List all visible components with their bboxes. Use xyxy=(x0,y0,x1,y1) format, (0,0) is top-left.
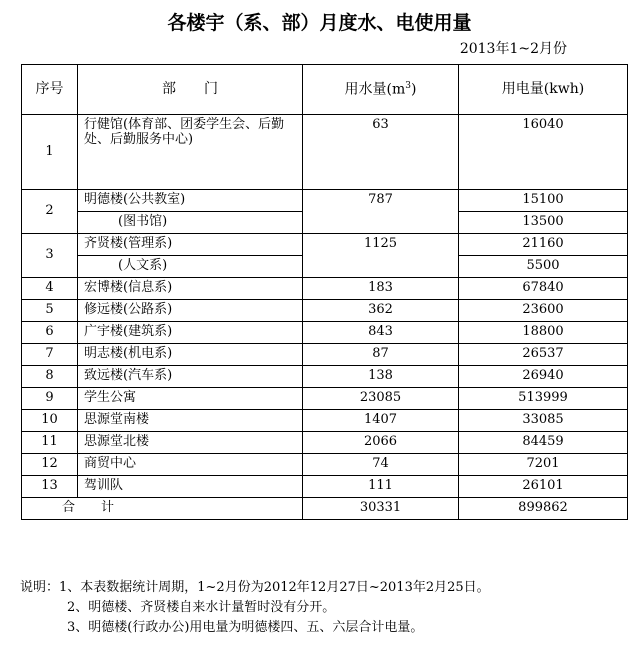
note-line: 3、明德楼(行政办公)用电量为明德楼四、五、六层合计电量。 xyxy=(67,620,424,635)
cell-water: 23085 xyxy=(303,388,459,410)
cell-elec: 84459 xyxy=(459,432,628,454)
cell-water: 138 xyxy=(303,366,459,388)
table-row xyxy=(22,322,628,344)
cell-water: 362 xyxy=(303,300,459,322)
cell-seq: 13 xyxy=(22,476,78,498)
cell-dept: 齐贤楼(管理系) xyxy=(78,234,303,256)
table-row xyxy=(22,476,628,498)
total-water: 30331 xyxy=(303,498,459,520)
cell-dept-sub: (人文系) xyxy=(78,256,303,278)
usage-table xyxy=(21,64,628,520)
table-row xyxy=(22,454,628,476)
page-title: 各楼宇（系、部）月度水、电使用量 xyxy=(167,12,472,34)
cell-seq: 1 xyxy=(22,115,78,190)
notes xyxy=(20,578,490,638)
note-line: 说明：1、本表数据统计周期，1~2月份为2012年12月27日~2013年2月25日。 xyxy=(20,580,490,595)
cell-water: 787 xyxy=(303,190,459,234)
table-row xyxy=(22,278,628,300)
table-row xyxy=(22,388,628,410)
cell-water: 2066 xyxy=(303,432,459,454)
cell-dept: 致远楼(汽车系) xyxy=(78,366,303,388)
cell-water: 1125 xyxy=(303,234,459,278)
cell-elec: 26101 xyxy=(459,476,628,498)
cell-elec: 513999 xyxy=(459,388,628,410)
header-water-label: 用水量(m xyxy=(344,81,406,98)
cell-seq: 5 xyxy=(22,300,78,322)
cell-seq: 9 xyxy=(22,388,78,410)
cell-dept: 明志楼(机电系) xyxy=(78,344,303,366)
cell-elec: 23600 xyxy=(459,300,628,322)
header-dept: 部 门 xyxy=(78,65,303,115)
table-row xyxy=(22,410,628,432)
cell-seq: 8 xyxy=(22,366,78,388)
header-seq: 序号 xyxy=(22,65,78,115)
cell-elec: 18800 xyxy=(459,322,628,344)
cell-elec: 15100 xyxy=(459,190,628,212)
cell-dept: 行健馆(体育部、团委学生会、后勤处、后勤服务中心) xyxy=(78,115,303,190)
total-elec: 899862 xyxy=(459,498,628,520)
cell-dept: 驾训队 xyxy=(78,476,303,498)
cell-seq: 7 xyxy=(22,344,78,366)
cell-water: 843 xyxy=(303,322,459,344)
cell-dept-sub: (图书馆) xyxy=(78,212,303,234)
cell-dept: 学生公寓 xyxy=(78,388,303,410)
header-elec: 用电量(kwh) xyxy=(459,65,628,115)
header-water-sup: 3 xyxy=(405,81,411,92)
header-water-close: ) xyxy=(411,81,417,98)
cell-elec-sub: 13500 xyxy=(459,212,628,234)
total-row xyxy=(22,498,628,520)
table-row xyxy=(22,300,628,322)
cell-water: 74 xyxy=(303,454,459,476)
cell-seq: 2 xyxy=(22,190,78,234)
cell-elec: 67840 xyxy=(459,278,628,300)
cell-elec: 16040 xyxy=(459,115,628,190)
cell-water: 63 xyxy=(303,115,459,190)
cell-water: 87 xyxy=(303,344,459,366)
cell-water: 183 xyxy=(303,278,459,300)
cell-elec: 21160 xyxy=(459,234,628,256)
cell-seq: 12 xyxy=(22,454,78,476)
cell-elec: 7201 xyxy=(459,454,628,476)
table-row xyxy=(22,234,628,256)
cell-water: 111 xyxy=(303,476,459,498)
table-row xyxy=(22,344,628,366)
cell-elec: 26537 xyxy=(459,344,628,366)
table-row xyxy=(22,366,628,388)
cell-seq: 6 xyxy=(22,322,78,344)
cell-dept: 广宇楼(建筑系) xyxy=(78,322,303,344)
cell-elec-sub: 5500 xyxy=(459,256,628,278)
period-label: 2013年1~2月份 xyxy=(459,41,567,57)
cell-seq: 11 xyxy=(22,432,78,454)
note-line: 2、明德楼、齐贤楼自来水计量暂时没有分开。 xyxy=(67,600,336,615)
cell-dept: 明德楼(公共教室) xyxy=(78,190,303,212)
cell-seq: 10 xyxy=(22,410,78,432)
cell-seq: 4 xyxy=(22,278,78,300)
cell-elec: 33085 xyxy=(459,410,628,432)
table-header-row xyxy=(22,65,628,115)
cell-dept: 修远楼(公路系) xyxy=(78,300,303,322)
cell-seq: 3 xyxy=(22,234,78,278)
table-row xyxy=(22,115,628,190)
cell-dept: 宏博楼(信息系) xyxy=(78,278,303,300)
total-label: 合 计 xyxy=(22,498,303,520)
header-water xyxy=(303,65,459,115)
cell-dept: 思源堂北楼 xyxy=(78,432,303,454)
cell-water: 1407 xyxy=(303,410,459,432)
cell-elec: 26940 xyxy=(459,366,628,388)
table-row xyxy=(22,432,628,454)
cell-dept: 商贸中心 xyxy=(78,454,303,476)
table-row xyxy=(22,190,628,212)
cell-dept: 思源堂南楼 xyxy=(78,410,303,432)
